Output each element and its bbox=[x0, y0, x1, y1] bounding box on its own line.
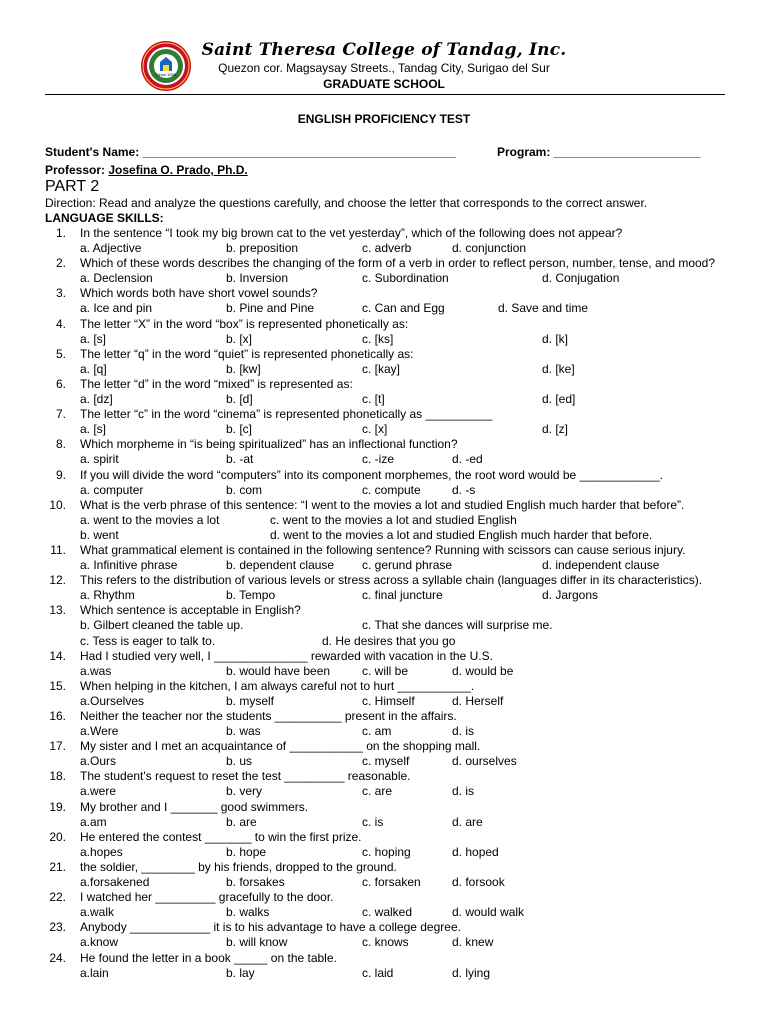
question-text: My sister and I met an acquaintance of ___________ on the shopping mall. bbox=[80, 739, 481, 754]
choice-row bbox=[0, 301, 768, 316]
choice-row bbox=[0, 845, 768, 860]
choice-row bbox=[0, 694, 768, 709]
question-number: 7. bbox=[55, 407, 66, 422]
answer-choice[interactable]: a.forsakened bbox=[80, 875, 150, 890]
answer-choice[interactable]: c. hoping bbox=[362, 844, 411, 859]
question-number: 20. bbox=[49, 829, 66, 844]
choice-row bbox=[0, 392, 768, 407]
answer-choice[interactable]: a.know bbox=[80, 935, 119, 950]
choice-row bbox=[0, 271, 768, 286]
question-text: Which words both have short vowel sounds? bbox=[80, 286, 318, 301]
question-item bbox=[0, 890, 768, 920]
answer-choice[interactable]: c. are bbox=[362, 784, 393, 799]
answer-choice[interactable]: d. would be bbox=[452, 663, 514, 678]
answer-choice[interactable]: b. Gilbert cleaned the table up. bbox=[80, 618, 244, 633]
answer-choice[interactable]: b. Pine and Pine bbox=[226, 301, 315, 316]
choice-row bbox=[0, 966, 768, 981]
answer-choice[interactable]: b. was bbox=[226, 724, 261, 739]
answer-choice[interactable]: b. forsakes bbox=[226, 875, 285, 890]
answer-choice[interactable]: d. -ed bbox=[452, 452, 483, 467]
choice-row bbox=[0, 558, 768, 573]
question-item bbox=[0, 226, 768, 256]
choice-row bbox=[0, 664, 768, 679]
question-number: 24. bbox=[49, 950, 66, 965]
answer-choice[interactable]: a. [q] bbox=[80, 361, 107, 376]
answer-choice[interactable]: c. gerund phrase bbox=[362, 558, 453, 573]
professor-name: Josefina O. Prado, Ph.D. bbox=[108, 163, 248, 177]
question-item bbox=[0, 951, 768, 981]
answer-choice[interactable]: c. [t] bbox=[362, 392, 385, 407]
part-heading: PART 2 bbox=[45, 178, 100, 195]
choice-row bbox=[0, 452, 768, 467]
answer-choice[interactable]: a.Were bbox=[80, 724, 119, 739]
choice-row bbox=[0, 241, 768, 256]
question-number: 12. bbox=[49, 573, 66, 588]
question-text: He found the letter in a book _____ on the table. bbox=[80, 950, 337, 965]
question-number: 21. bbox=[49, 859, 66, 874]
answer-choice[interactable]: a.lain bbox=[80, 965, 109, 980]
question-item bbox=[0, 317, 768, 347]
answer-choice[interactable]: b. went bbox=[80, 527, 119, 542]
answer-choice[interactable]: b. us bbox=[226, 754, 253, 769]
answer-choice[interactable]: b. lay bbox=[226, 965, 255, 980]
answer-choice[interactable]: d. is bbox=[452, 724, 475, 739]
answer-choice[interactable]: d. [ke] bbox=[542, 361, 575, 376]
question-item bbox=[0, 920, 768, 950]
answer-choice[interactable]: a. went to the movies a lot bbox=[80, 512, 220, 527]
answer-choice[interactable]: c. is bbox=[362, 814, 384, 829]
choice-row bbox=[0, 618, 768, 633]
answer-choice[interactable]: a. spirit bbox=[80, 452, 119, 467]
question-number: 13. bbox=[49, 603, 66, 618]
answer-choice[interactable]: b. com bbox=[226, 482, 263, 497]
question-number: 23. bbox=[49, 920, 66, 935]
answer-choice[interactable]: d. are bbox=[452, 814, 483, 829]
header-divider bbox=[45, 94, 725, 95]
question-item bbox=[0, 769, 768, 799]
answer-choice[interactable]: a. [s] bbox=[80, 331, 107, 346]
answer-choice[interactable]: c. Tess is eager to talk to. bbox=[80, 633, 216, 648]
question-item bbox=[0, 679, 768, 709]
choice-row bbox=[0, 332, 768, 347]
answer-choice[interactable]: c. That she dances will surprise me. bbox=[362, 618, 553, 633]
question-text: What is the verb phrase of this sentence: “I went to the movies a lot and studied English much harder that before”. bbox=[80, 497, 685, 512]
choice-row bbox=[0, 528, 768, 543]
question-number: 5. bbox=[55, 346, 66, 361]
answer-choice[interactable]: a. [s] bbox=[80, 422, 107, 437]
question-item bbox=[0, 437, 768, 467]
answer-choice[interactable]: c. knows bbox=[362, 935, 409, 950]
question-text: Which of these words describes the changing of the form of a verb in order to reflect person, number, tense, and mood? bbox=[80, 256, 716, 271]
question-number: 22. bbox=[49, 890, 66, 905]
professor-label: Professor: bbox=[45, 163, 106, 177]
question-text: The letter “q” in the word “quiet” is represented phonetically as: bbox=[80, 346, 414, 361]
question-item bbox=[0, 830, 768, 860]
college-address: Quezon cor. Magsaysay Streets., Tandag City, Surigao del Sur bbox=[218, 61, 550, 75]
choice-row bbox=[0, 815, 768, 830]
question-text: the soldier, ________ by his friends, dropped to the ground. bbox=[80, 859, 397, 874]
answer-choice[interactable]: d. [z] bbox=[542, 422, 569, 437]
question-text: The letter “d” in the word “mixed” is represented as: bbox=[80, 376, 353, 391]
answer-choice[interactable]: b. hope bbox=[226, 844, 267, 859]
answer-choice[interactable]: d. [k] bbox=[542, 331, 569, 346]
answer-choice[interactable]: c. final juncture bbox=[362, 588, 443, 603]
answer-choice[interactable]: b. dependent clause bbox=[226, 558, 335, 573]
question-number: 2. bbox=[55, 256, 66, 271]
question-text: When helping in the kitchen, I am always careful not to hurt ___________. bbox=[80, 678, 475, 693]
question-item bbox=[0, 498, 768, 543]
answer-choice[interactable]: b. [x] bbox=[226, 331, 253, 346]
program-label: Program: bbox=[497, 145, 551, 159]
question-text: What grammatical element is contained in the following sentence? Running with scissors can cause serious injury. bbox=[80, 542, 686, 557]
answer-choice[interactable]: b. preposition bbox=[226, 241, 299, 256]
test-title: ENGLISH PROFICIENCY TEST bbox=[297, 112, 471, 126]
choice-row bbox=[0, 513, 768, 528]
choice-row bbox=[0, 875, 768, 890]
answer-choice[interactable]: c. [kay] bbox=[362, 361, 401, 376]
question-item bbox=[0, 800, 768, 830]
answer-choice[interactable]: b. very bbox=[226, 784, 263, 799]
answer-choice[interactable]: a. computer bbox=[80, 482, 144, 497]
answer-choice[interactable]: a.hopes bbox=[80, 844, 123, 859]
choice-row bbox=[0, 483, 768, 498]
choice-row bbox=[0, 784, 768, 799]
answer-choice[interactable]: b. [c] bbox=[226, 422, 253, 437]
answer-choice[interactable]: c. [x] bbox=[362, 422, 388, 437]
question-number: 14. bbox=[49, 648, 66, 663]
answer-choice[interactable]: c. went to the movies a lot and studied English bbox=[270, 512, 517, 527]
answer-choice[interactable]: a.were bbox=[80, 784, 117, 799]
program-blank: ______________________ bbox=[553, 145, 701, 159]
question-number: 15. bbox=[49, 678, 66, 693]
answer-choice[interactable]: c. -ize bbox=[362, 452, 395, 467]
question-item bbox=[0, 739, 768, 769]
answer-choice[interactable]: a.am bbox=[80, 814, 107, 829]
answer-choice[interactable]: c. Subordination bbox=[362, 271, 449, 286]
question-number: 16. bbox=[49, 709, 66, 723]
question-text: Which sentence is acceptable in English? bbox=[80, 603, 301, 618]
answer-choice[interactable]: a. Declension bbox=[80, 271, 153, 286]
college-name: Saint Theresa College of Tandag, Inc. bbox=[201, 40, 567, 60]
answer-choice[interactable]: a.Ours bbox=[80, 754, 117, 769]
question-number: 8. bbox=[55, 437, 66, 452]
question-item bbox=[0, 407, 768, 437]
question-item bbox=[0, 347, 768, 377]
school-name: GRADUATE SCHOOL bbox=[323, 77, 445, 91]
answer-choice[interactable]: d. -s bbox=[452, 482, 476, 497]
seal-text: Since 1933 bbox=[155, 72, 177, 77]
question-item bbox=[0, 468, 768, 498]
direction-text: Direction: Read and analyze the questions carefully, and choose the letter that corresponds to the correct answer. bbox=[45, 196, 648, 210]
answer-choice[interactable]: c. Himself bbox=[362, 693, 415, 708]
answer-choice[interactable]: c. compute bbox=[362, 482, 421, 497]
answer-choice[interactable]: b. Tempo bbox=[226, 588, 276, 603]
question-number: 9. bbox=[55, 467, 66, 482]
question-text: If you will divide the word “computers” into its component morphemes, the root word would be ____________. bbox=[80, 467, 663, 482]
answer-choice[interactable]: c. [ks] bbox=[362, 331, 394, 346]
professor-field bbox=[45, 163, 248, 177]
question-number: 19. bbox=[49, 799, 66, 814]
answer-choice[interactable]: b. would have been bbox=[226, 663, 331, 678]
question-text: The letter “X” in the word “box” is represented phonetically as: bbox=[80, 316, 409, 331]
answer-choice[interactable]: a. Infinitive phrase bbox=[80, 558, 178, 573]
answer-choice[interactable]: a. Adjective bbox=[80, 241, 142, 256]
question-item bbox=[0, 573, 768, 603]
question-text: My brother and I _______ good swimmers. bbox=[80, 799, 309, 814]
answer-choice[interactable]: c. will be bbox=[362, 663, 409, 678]
answer-choice[interactable]: a. Rhythm bbox=[80, 588, 135, 603]
answer-choice[interactable]: d. forsook bbox=[452, 875, 505, 890]
answer-choice[interactable]: b. will know bbox=[226, 935, 288, 950]
question-list bbox=[0, 226, 768, 981]
choice-row bbox=[0, 905, 768, 920]
question-text: The student's request to reset the test _________ reasonable. bbox=[80, 769, 411, 784]
choice-row bbox=[0, 588, 768, 603]
choice-row bbox=[0, 935, 768, 950]
answer-choice[interactable]: b. myself bbox=[226, 693, 275, 708]
question-text: Neither the teacher nor the students __________ present in the affairs. bbox=[80, 709, 457, 723]
choice-row bbox=[0, 422, 768, 437]
question-item bbox=[0, 649, 768, 679]
section-heading: LANGUAGE SKILLS: bbox=[45, 211, 164, 225]
answer-choice[interactable]: b. walks bbox=[226, 905, 270, 920]
question-item bbox=[0, 603, 768, 648]
question-number: 6. bbox=[55, 376, 66, 391]
question-number: 1. bbox=[55, 226, 66, 240]
answer-choice[interactable]: a. [dz] bbox=[80, 392, 113, 407]
answer-choice[interactable]: c. myself bbox=[362, 754, 410, 769]
answer-choice[interactable]: c. walked bbox=[362, 905, 413, 920]
answer-choice[interactable]: a.walk bbox=[80, 905, 115, 920]
document-header bbox=[0, 36, 768, 96]
question-text: This refers to the distribution of various levels or stress across a syllable chain (languages differ in its characteristics). bbox=[80, 573, 703, 588]
student-name-label: Student's Name: bbox=[45, 145, 140, 159]
answer-choice[interactable]: d. Herself bbox=[452, 693, 504, 708]
answer-choice[interactable]: d. Save and time bbox=[498, 301, 589, 316]
answer-choice[interactable]: b. Inversion bbox=[226, 271, 289, 286]
answer-choice[interactable]: d. would walk bbox=[452, 905, 525, 920]
choice-row bbox=[0, 634, 768, 649]
choice-row bbox=[0, 754, 768, 769]
question-number: 10. bbox=[49, 497, 66, 512]
answer-choice[interactable]: b. [kw] bbox=[226, 361, 261, 376]
question-text: Anybody ____________ it is to his advantage to have a college degree. bbox=[80, 920, 461, 935]
answer-choice[interactable]: d. [ed] bbox=[542, 392, 576, 407]
answer-choice[interactable]: d. lying bbox=[452, 965, 491, 980]
question-text: I watched her _________ gracefully to the door. bbox=[80, 890, 334, 905]
answer-choice[interactable]: c. adverb bbox=[362, 241, 412, 256]
question-text: Which morpheme in “is being spiritualized” has an inflectional function? bbox=[80, 437, 458, 452]
answer-choice[interactable]: a.Ourselves bbox=[80, 693, 145, 708]
question-text: In the sentence “I took my big brown cat to the vet yesterday”, which of the following does not appear? bbox=[80, 226, 623, 240]
choice-row bbox=[0, 724, 768, 739]
answer-choice[interactable]: d. hoped bbox=[452, 844, 499, 859]
question-text: He entered the contest _______ to win the first prize. bbox=[80, 829, 362, 844]
answer-choice[interactable]: a. Ice and pin bbox=[80, 301, 153, 316]
question-item bbox=[0, 860, 768, 890]
answer-choice[interactable]: c. forsaken bbox=[362, 875, 421, 890]
question-text: The letter “c” in the word “cinema” is represented phonetically as __________ bbox=[80, 407, 493, 422]
answer-choice[interactable]: b. -at bbox=[226, 452, 254, 467]
program-field bbox=[497, 145, 701, 159]
answer-choice[interactable]: d. Jargons bbox=[542, 588, 599, 603]
answer-choice[interactable]: d. ourselves bbox=[452, 754, 517, 769]
question-number: 17. bbox=[49, 739, 66, 754]
answer-choice[interactable]: b. are bbox=[226, 814, 257, 829]
question-text: Had I studied very well, I ______________ rewarded with vacation in the U.S. bbox=[80, 648, 493, 663]
question-number: 4. bbox=[55, 316, 66, 331]
answer-choice[interactable]: c. Can and Egg bbox=[362, 301, 445, 316]
student-name-blank: _______________________________________________ bbox=[142, 145, 457, 159]
question-item bbox=[0, 709, 768, 739]
answer-choice[interactable]: c. laid bbox=[362, 965, 394, 980]
question-number: 18. bbox=[49, 769, 66, 784]
student-name-field bbox=[45, 145, 456, 159]
answer-choice[interactable]: d. He desires that you go bbox=[322, 633, 456, 648]
answer-choice[interactable]: d. Conjugation bbox=[542, 271, 620, 286]
question-item bbox=[0, 377, 768, 407]
choice-row bbox=[0, 362, 768, 377]
answer-choice[interactable]: c. am bbox=[362, 724, 392, 739]
answer-choice[interactable]: a.was bbox=[80, 663, 112, 678]
answer-choice[interactable]: d. knew bbox=[452, 935, 494, 950]
answer-choice[interactable]: d. conjunction bbox=[452, 241, 527, 256]
question-item bbox=[0, 256, 768, 286]
answer-choice[interactable]: d. went to the movies a lot and studied English much harder that before. bbox=[270, 527, 653, 542]
question-item bbox=[0, 286, 768, 316]
question-number: 3. bbox=[55, 286, 66, 301]
question-number: 11. bbox=[50, 542, 66, 557]
answer-choice[interactable]: d. independent clause bbox=[542, 558, 660, 573]
question-item bbox=[0, 543, 768, 573]
answer-choice[interactable]: d. is bbox=[452, 784, 475, 799]
answer-choice[interactable]: b. [d] bbox=[226, 392, 253, 407]
